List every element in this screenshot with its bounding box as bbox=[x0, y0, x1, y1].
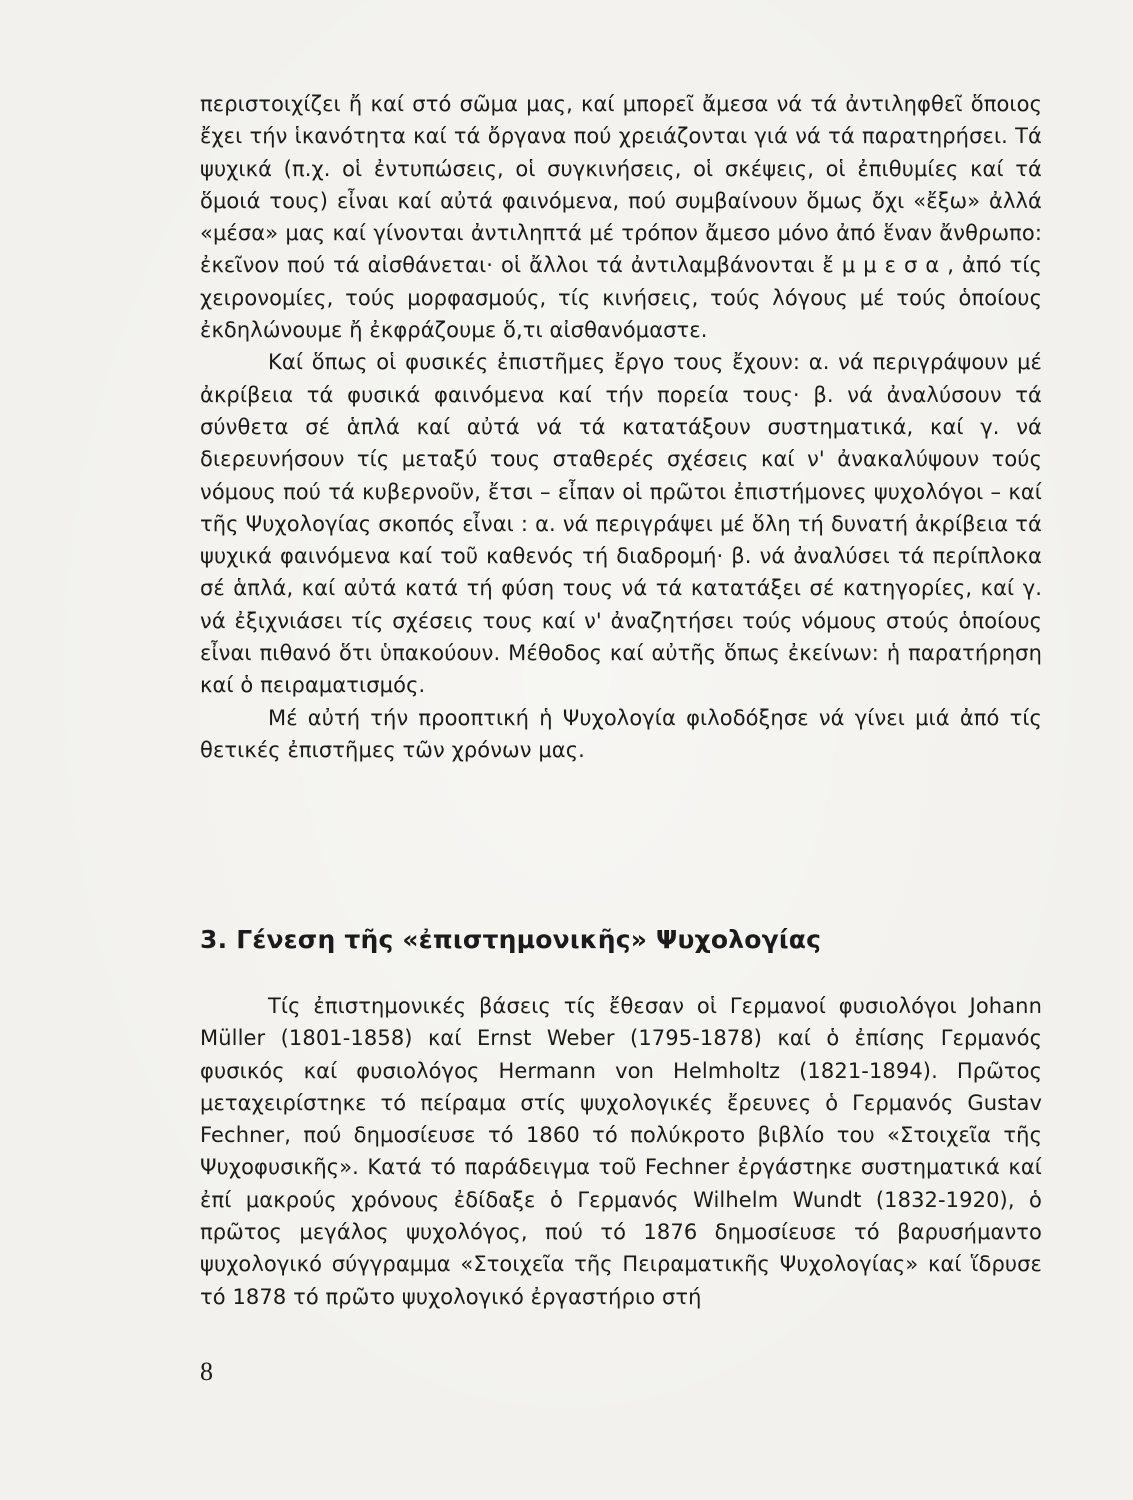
paragraph-1: περιστοιχίζει ἤ καί στό σῶμα μας, καί μπορεῖ ἄμεσα νά τά ἀντιληφθεῖ ὅποιος ἔχει τήν ἱκανότητα καί τά ὄργανα πού χρειάζονται γιά νά τά παρατηρήσει. Τά ψυχικά (π.χ. οἱ ἐντυπώσεις, οἱ συγκινήσεις, οἱ σκέψεις, οἱ ἐπιθυμίες καί τά ὅμοιά τους) εἶναι καί αὐτά φαινόμενα, πού συμβαίνουν ὅμως ὄχι «ἔξω» ἀλλά «μέσα» μας καί γίνονται ἀντιληπτά μέ τρόπον ἄμεσο μόνο ἀπό ἕναν ἄνθρωπο: ἐκεῖνον πού τά αἰσθάνεται· οἱ ἄλλοι τά ἀντιλαμβάνονται ἔ μ μ ε σ α , ἀπό τίς χειρονομίες, τούς μορφασμούς, τίς κινήσεις, τούς λόγους μέ τούς ὁποίους ἐκδηλώνουμε ἤ ἐκφράζουμε ὅ,τι αἰσθανόμαστε. bbox=[200, 92, 1042, 343]
page-number: 8 bbox=[200, 1357, 213, 1386]
paragraph-3: Μέ αὐτή τήν προοπτική ἡ Ψυχολογία φιλοδόξησε νά γίνει μιά ἀπό τίς θετικές ἐπιστῆμες τῶν χρόνων μας. bbox=[200, 705, 1042, 762]
paragraph-2: Καί ὅπως οἱ φυσικές ἐπιστῆμες ἔργο τους ἔχουν: α. νά περιγράψουν μέ ἀκρίβεια τά φυσικά φαινόμενα καί τήν πορεία τους· β. νά ἀναλύσουν τά σύνθετα σέ ἁπλά καί αὐτά νά τά κατατάξουν συστηματικά, καί γ. νά διερευνήσουν τίς μεταξύ τους σταθερές σχέσεις καί ν' ἀνακαλύψουν τούς νόμους πού τά κυβερνοῦν, ἔτσι – εἶπαν οἱ πρῶτοι ἐπιστήμονες ψυχολόγοι – καί τῆς Ψυχολογίας σκοπός εἶναι : α. νά περιγράψει μέ ὅλη τή δυνατή ἀκρίβεια τά ψυχικά φαινόμενα καί τοῦ καθενός τή διαδρομή· β. νά ἀναλύσει τά περίπλοκα σέ ἁπλά, καί αὐτά κατά τή φύση τους νά τά κατατάξει σέ κατηγορίες, καί γ. νά ἐξιχνιάσει τίς σχέσεις τους καί ν' ἀναζητήσει τούς νόμους στούς ὁποίους εἶναι πιθανό ὅτι ὑπακούουν. Μέθοδος καί αὐτῆς ὅπως ἐκείνων: ἡ παρατήρηση καί ὁ πειραματισμός. bbox=[200, 350, 1042, 698]
section-paragraph: Τίς ἐπιστημονικές βάσεις τίς ἔθεσαν οἱ Γερμανοί φυσιολόγοι Johann Müller (1801-1858) καί Ernst Weber (1795-1878) καί ὁ ἐπίσης Γερμανός φυσικός καί φυσιολόγος Hermann von Helmholtz (1821-1894). Πρῶτος μεταχειρίστηκε τό πείραμα στίς ψυχολογικές ἔρευνες ὁ Γερμανός Gustav Fechner, πού δημοσίευσε τό 1860 τό πολύκροτο βιβλίο του «Στοιχεῖα τῆς Ψυχοφυσικῆς». Κατά τό παράδειγμα τοῦ Fechner ἐργάστηκε συστηματικά καί ἐπί μακρούς χρόνους ἐδίδαξε ὁ Γερμανός Wilhelm Wundt (1832-1920), ὁ πρῶτος μεγάλος ψυχολόγος, πού τό 1876 δημοσίευσε τό βαρυσήμαντο ψυχολογικό σύγγραμμα «Στοιχεῖα τῆς Πειραματικῆς Ψυχολογίας» καί ἵδρυσε τό 1878 τό πρῶτο ψυχολογικό ἐργαστήριο στή bbox=[200, 994, 1042, 1309]
body-text bbox=[200, 88, 1042, 766]
section-heading: 3. Γένεση τῆς «ἐπιστημονικῆς» Ψυχολογίας bbox=[200, 925, 822, 954]
section-body bbox=[200, 990, 1042, 1313]
